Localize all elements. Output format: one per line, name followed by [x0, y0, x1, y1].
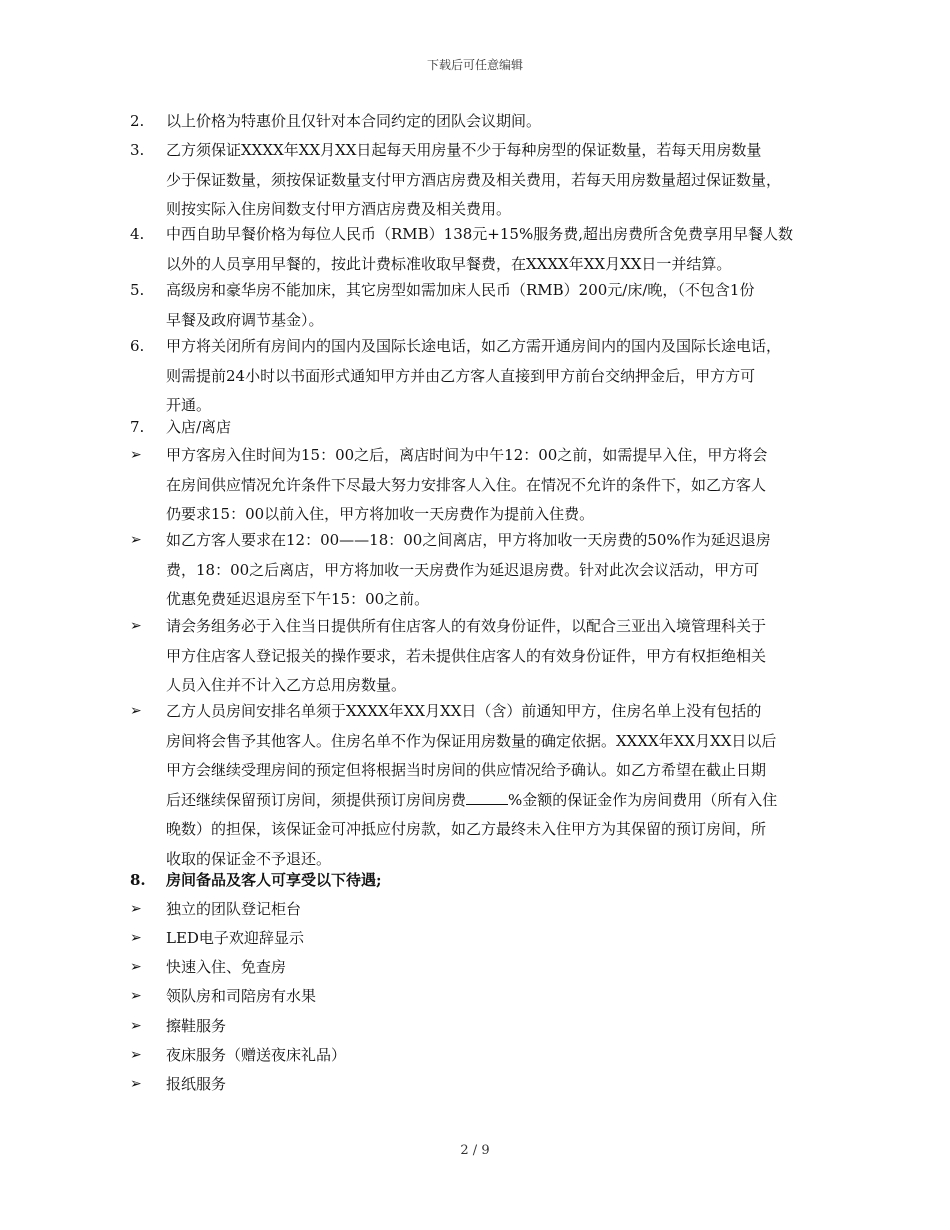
text-line: 甲方会继续受理房间的预定但将根据当时房间的供应情况给予确认。如乙方希望在截止日期	[166, 761, 767, 779]
text-line: 则按实际入住房间数支付甲方酒店房费及相关费用。	[166, 200, 512, 218]
text-line: 以外的人员享用早餐的，按此计费标准收取早餐费，在XXXX年XX月XX日一并结算。	[166, 254, 732, 273]
clause-6	[130, 332, 830, 421]
text-line: 中西自助早餐价格为每位人民币（RMB）138元+15%服务费,超出房费所含免费享用早餐人数	[166, 225, 793, 243]
text-line	[166, 786, 830, 816]
text-line: 晚数）的担保，该保证金可冲抵应付房款，如乙方最终未入住甲方为其保留的预订房间，所	[166, 820, 767, 838]
bullet-rooming-list	[130, 697, 830, 874]
clause-2	[130, 107, 830, 137]
clause-5	[130, 276, 830, 335]
arrow-bullet-icon: ➢	[130, 1018, 142, 1034]
bullet-newspaper	[130, 1070, 830, 1100]
bullet-id-documents	[130, 612, 830, 701]
text-line: 夜床服务（赠送夜床礼品）	[166, 1046, 347, 1064]
text-line: 早餐及政府调节基金）。	[166, 310, 324, 329]
text-line: 则需提前24小时以书面形式通知甲方并由乙方客人直接到甲方前台交纳押金后，甲方方可	[166, 366, 756, 385]
bullet-late-checkout	[130, 526, 830, 615]
text-line: 乙方人员房间安排名单须于XXXX年XX月XX日（含）前通知甲方，住房名单上没有包括的	[166, 702, 762, 720]
bullet-express-checkin	[130, 953, 830, 983]
text-line: 领队房和司陪房有水果	[166, 987, 317, 1005]
arrow-bullet-icon: ➢	[130, 988, 142, 1004]
arrow-bullet-icon: ➢	[130, 532, 142, 548]
arrow-bullet-icon: ➢	[130, 959, 142, 975]
text-fragment: 后还继续保留预订房间，须提供预订房间房费	[166, 790, 467, 809]
clause-7	[130, 413, 830, 443]
item-number: 3.	[130, 141, 145, 159]
bullet-group-counter	[130, 895, 830, 925]
text-line: 房间将会售予其他客人。住房名单不作为保证用房数量的确定依据。XXXX年XX月XX日以后	[166, 731, 777, 750]
text-line: LED电子欢迎辞显示	[166, 929, 304, 947]
text-line: 擦鞋服务	[166, 1017, 227, 1035]
text-line: 以上价格为特惠价且仅针对本合同约定的团队会议期间。	[166, 112, 542, 130]
clause-4	[130, 220, 830, 279]
text-line: 如乙方客人要求在12：00——18：00之间离店，甲方将加收一天房费的50%作为延迟退房	[166, 531, 771, 549]
text-line: 报纸服务	[166, 1075, 227, 1093]
section-heading: 房间备品及客人可享受以下待遇;	[166, 871, 382, 889]
text-line: 入店/离店	[166, 418, 232, 436]
arrow-bullet-icon: ➢	[130, 901, 142, 917]
text-line: 收取的保证金不予退还。	[166, 849, 332, 868]
item-number: 8.	[130, 871, 146, 889]
page-number: 2 / 9	[460, 1143, 490, 1158]
arrow-bullet-icon: ➢	[130, 1047, 142, 1063]
text-line: 人员入住并不计入乙方总用房数量。	[166, 676, 407, 694]
text-line: 少于保证数量，须按保证数量支付甲方酒店房费及相关费用，若每天用房数量超过保证数量，	[166, 170, 782, 189]
bullet-led-welcome	[130, 924, 830, 954]
text-line: 独立的团队登记柜台	[166, 900, 302, 918]
arrow-bullet-icon: ➢	[130, 930, 142, 946]
text-line: 甲方住店客人登记报关的操作要求，若未提供住店客人的有效身份证件，甲方有权拒绝相关	[166, 646, 767, 665]
text-line: 甲方将关闭所有房间内的国内及国际长途电话，如乙方需开通房间内的国内及国际长途电话，	[166, 337, 782, 355]
arrow-bullet-icon: ➢	[130, 447, 142, 463]
text-line: 仍要求15：00以前入住，甲方将加收一天房费作为提前入住费。	[166, 505, 595, 523]
item-number: 5.	[130, 281, 145, 299]
fill-in-blank	[466, 788, 508, 805]
item-number: 6.	[130, 337, 145, 355]
text-line: 在房间供应情况允许条件下尽最大努力安排客人入住。在情况不允许的条件下，如乙方客人	[166, 475, 767, 494]
text-fragment: %金额的保证金作为房间费用（所有入住	[508, 790, 778, 809]
text-line: 开通。	[166, 396, 212, 414]
text-line: 请会务组务必于入住当日提供所有住店客人的有效身份证件，以配合三亚出入境管理科关于	[166, 617, 767, 635]
arrow-bullet-icon: ➢	[130, 703, 142, 719]
bullet-shoe-shine	[130, 1012, 830, 1042]
bullet-checkin-time	[130, 441, 830, 530]
item-number: 4.	[130, 225, 145, 243]
text-line: 费，18：00之后离店，甲方将加收一天房费作为延迟退房费。针对此次会议活动，甲方可	[166, 560, 760, 579]
text-line: 优惠免费延迟退房至下午15：00之前。	[166, 590, 430, 608]
item-number: 2.	[130, 112, 145, 130]
page-header: 下载后可任意编辑	[426, 58, 523, 72]
clause-8	[130, 866, 830, 896]
text-line: 乙方须保证XXXX年XX月XX日起每天用房量不少于每种房型的保证数量，若每天用房数量	[166, 141, 762, 159]
bullet-turndown	[130, 1041, 830, 1071]
item-number: 7.	[130, 418, 145, 436]
arrow-bullet-icon: ➢	[130, 1076, 142, 1092]
bullet-fruit	[130, 982, 830, 1012]
clause-3	[130, 136, 830, 225]
text-line: 高级房和豪华房不能加床，其它房型如需加床人民币（RMB）200元/床/晚，（不包含1份	[166, 281, 755, 299]
text-line: 快速入住、免查房	[166, 958, 287, 976]
text-line: 甲方客房入住时间为15：00之后，离店时间为中午12：00之前，如需提早入住，甲方将会	[166, 446, 768, 464]
arrow-bullet-icon: ➢	[130, 618, 142, 634]
